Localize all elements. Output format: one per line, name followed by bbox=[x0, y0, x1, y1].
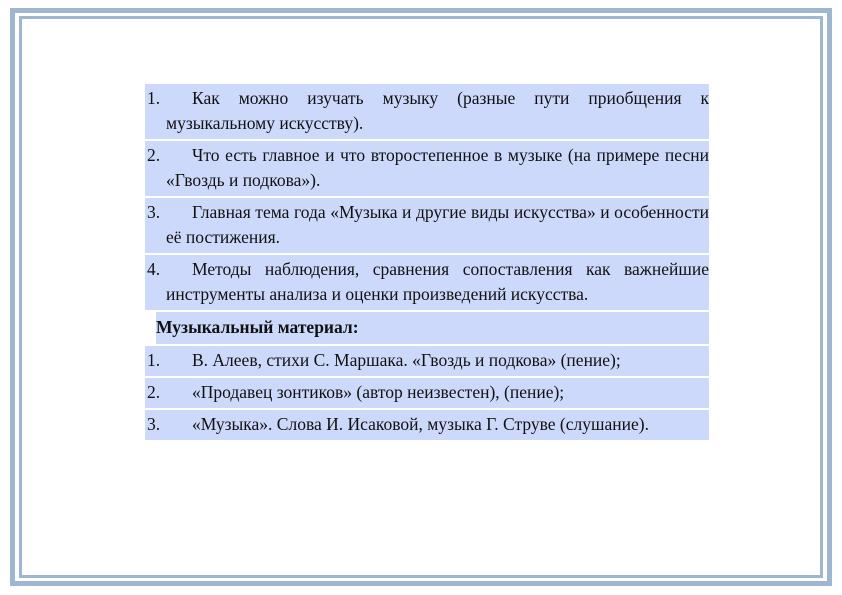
topic-item-1 bbox=[145, 84, 709, 139]
material-heading: Музыкальный материал: bbox=[156, 317, 359, 337]
topic-number: 3. bbox=[147, 202, 161, 222]
topic-item-4 bbox=[145, 255, 709, 310]
material-text: «Музыка». Слова И. Исаковой, музыка Г. Струве (слушание). bbox=[192, 414, 649, 434]
material-number: 3. bbox=[147, 414, 161, 434]
topic-text: Методы наблюдения, сравнения сопоставления как важнейшие инструменты анализа и оценки произведений искусства. bbox=[166, 259, 709, 304]
material-heading-row bbox=[145, 312, 709, 344]
material-item-2 bbox=[145, 378, 709, 408]
topic-number: 2. bbox=[147, 145, 161, 165]
topic-number: 1. bbox=[147, 88, 161, 108]
material-text: «Продавец зонтиков» (автор неизвестен), (пение); bbox=[192, 382, 565, 402]
topic-text: Как можно изучать музыку (разные пути приобщения к музыкальному искусству). bbox=[166, 88, 709, 133]
material-item-3 bbox=[145, 410, 709, 440]
topic-text: Главная тема года «Музыка и другие виды искусства» и особенности её постижения. bbox=[166, 202, 709, 247]
material-number: 2. bbox=[147, 382, 161, 402]
topic-number: 4. bbox=[147, 259, 161, 279]
material-text: В. Алеев, стихи С. Маршака. «Гвоздь и подкова» (пение); bbox=[192, 350, 621, 370]
topic-text: Что есть главное и что второстепенное в музыке (на примере песни «Гвоздь и подкова»). bbox=[166, 145, 709, 190]
material-number: 1. bbox=[147, 350, 161, 370]
topic-item-3 bbox=[145, 198, 709, 253]
material-item-1 bbox=[145, 346, 709, 376]
slide-content bbox=[145, 84, 709, 442]
topic-item-2 bbox=[145, 141, 709, 196]
